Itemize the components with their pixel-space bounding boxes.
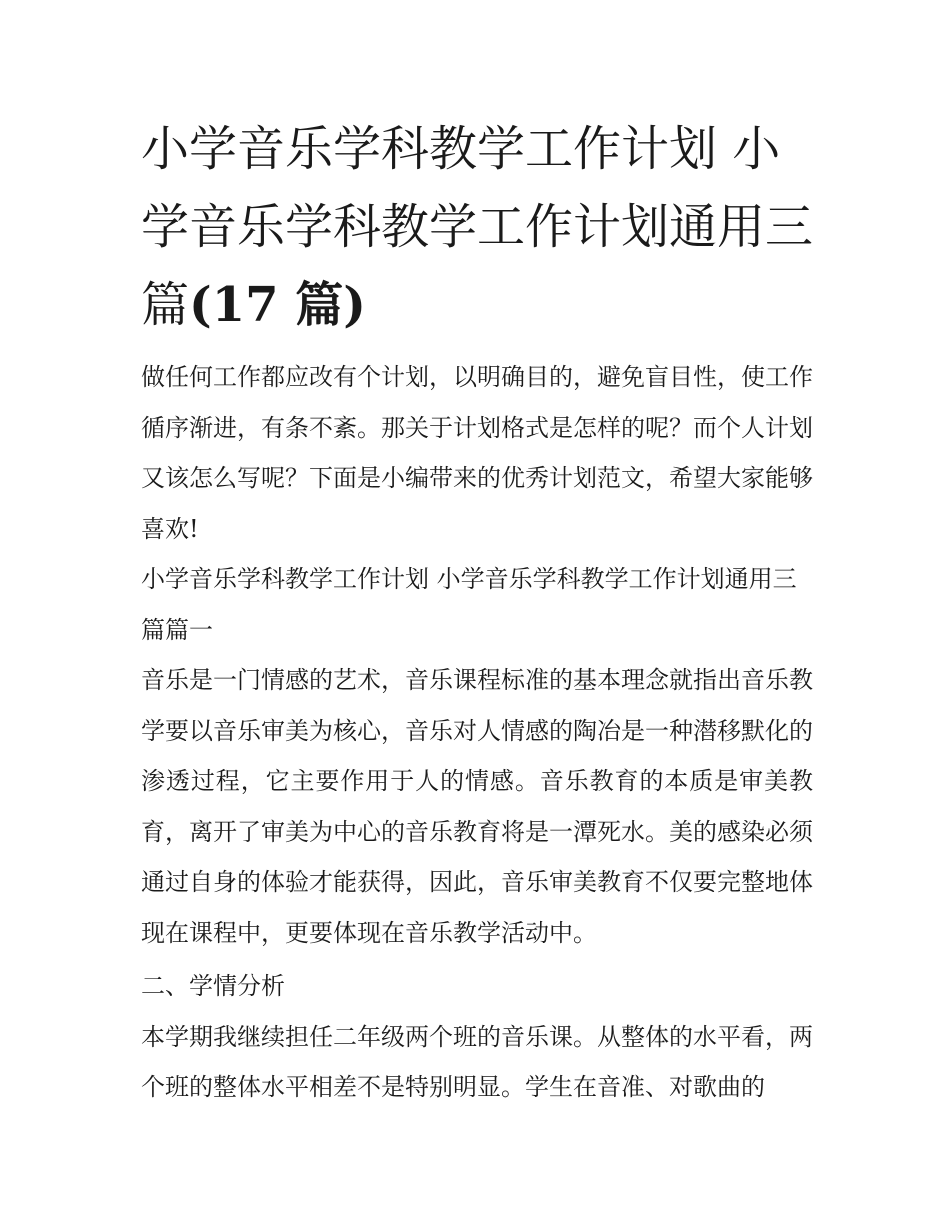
document-page — [141, 110, 813, 1113]
body-paragraph-1: 音乐是一门情感的艺术，音乐课程标准的基本理念就指出音乐教学要以音乐审美为核心，音乐对人情感的陶冶是一种潜移默化的渗透过程，它主要作用于人的情感。音乐教育的本质是审美教育，离开了审美为中心的音乐教育将是一潭死水。美的感染必须通过自身的体验才能获得，因此，音乐审美教育不仅要完整地体现在课程中，更要体现在音乐教学活动中。 — [141, 666, 813, 947]
section-heading: 小学音乐学科教学工作计划 小学音乐学科教学工作计划通用三篇篇一 — [141, 565, 797, 644]
document-title-text: 小学音乐学科教学工作计划 小学音乐学科教学工作计划通用三篇 — [141, 121, 814, 333]
intro-paragraph: 做任何工作都应改有个计划，以明确目的，避免盲目性，使工作循序渐进，有条不紊。那关于计划格式是怎样的呢？而个人计划又该怎么写呢？下面是小编带来的优秀计划范文，希望大家能够喜欢! — [141, 363, 813, 543]
body-paragraph-2: 本学期我继续担任二年级两个班的音乐课。从整体的水平看，两个班的整体水平相差不是特别明显。学生在音准、对歌曲的 — [141, 1022, 813, 1101]
document-title — [141, 110, 813, 344]
subheading-situation-analysis: 二、学情分析 — [141, 972, 285, 1000]
document-title-count: (17 篇) — [189, 277, 366, 333]
